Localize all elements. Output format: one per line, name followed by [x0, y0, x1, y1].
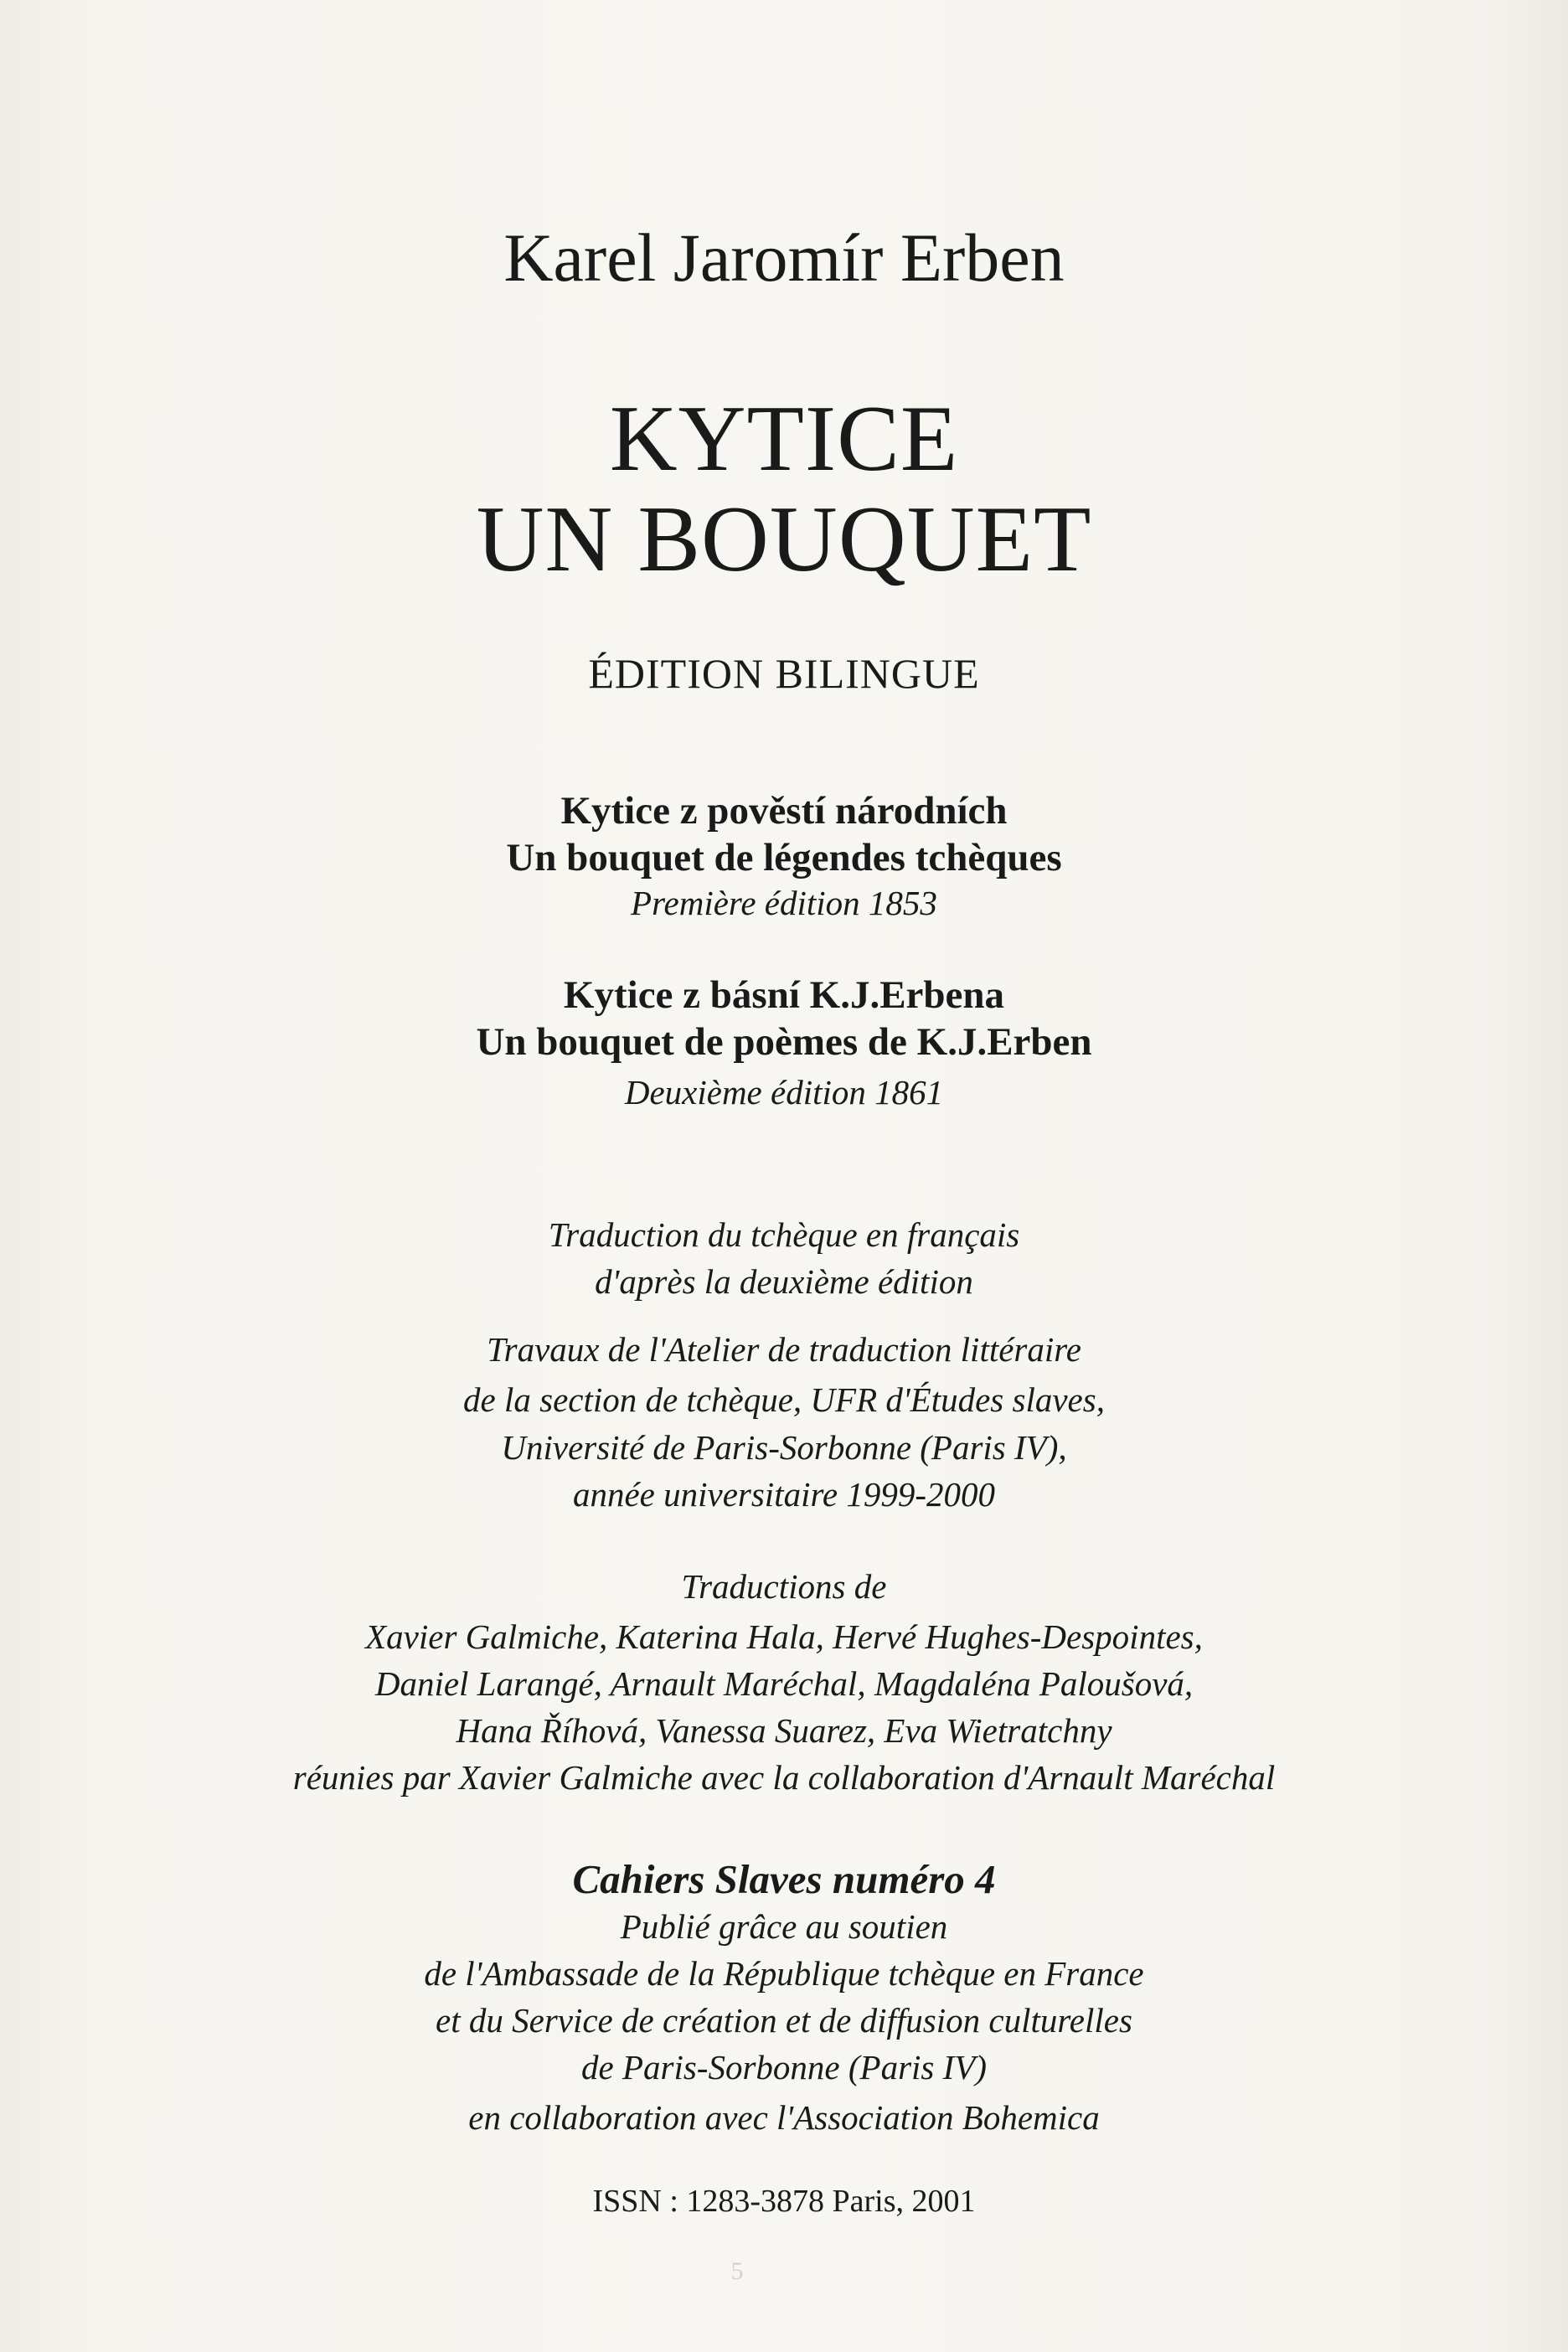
translators-heading: Traductions de: [681, 1567, 887, 1606]
publication-line: et du Service de création et de diffusion culturelles: [436, 2001, 1132, 2040]
publication-line: Publié grâce au soutien: [620, 1907, 948, 1946]
series-title: Cahiers Slaves numéro 4: [572, 1856, 996, 1902]
author-name: Karel Jaromír Erben: [503, 219, 1065, 296]
title-czech: KYTICE: [609, 387, 959, 491]
edition-label: ÉDITION BILINGUE: [588, 650, 980, 697]
translation-note-line: d'après la deuxième édition: [595, 1262, 973, 1301]
translation-note-line: Traduction du tchèque en français: [548, 1215, 1020, 1254]
translators-line: Hana Říhová, Vanessa Suarez, Eva Wietratchny: [456, 1711, 1112, 1750]
publication-line: de l'Ambassade de la République tchèque en France: [424, 1954, 1144, 1993]
first-edition-date: Première édition 1853: [631, 884, 937, 922]
publication-line: de Paris-Sorbonne (Paris IV): [581, 2048, 987, 2086]
first-edition-french-title: Un bouquet de légendes tchèques: [506, 836, 1062, 879]
second-edition-czech-title: Kytice z básní K.J.Erbena: [563, 973, 1005, 1017]
translators-line: Daniel Larangé, Arnault Maréchal, Magdaléna Paloušová,: [374, 1664, 1194, 1703]
issn-line: ISSN : 1283-3878 Paris, 2001: [592, 2184, 976, 2219]
publication-line: en collaboration avec l'Association Bohemica: [468, 2098, 1100, 2137]
translation-note-line: de la section de tchèque, UFR d'Études slaves,: [463, 1380, 1105, 1419]
second-edition-french-title: Un bouquet de poèmes de K.J.Erben: [476, 1020, 1092, 1064]
title-french: UN BOUQUET: [476, 487, 1092, 591]
translation-note-line: Université de Paris-Sorbonne (Paris IV),: [501, 1428, 1067, 1467]
translation-note-line: Travaux de l'Atelier de traduction littéraire: [487, 1330, 1081, 1369]
first-edition-czech-title: Kytice z pověstí národních: [560, 789, 1008, 833]
translation-note-line: année universitaire 1999-2000: [572, 1475, 996, 1514]
translators-compiler: réunies par Xavier Galmiche avec la collaboration d'Arnault Maréchal: [292, 1758, 1276, 1797]
translators-line: Xavier Galmiche, Katerina Hala, Hervé Hughes-Despointes,: [365, 1617, 1203, 1656]
page-number: 5: [730, 2257, 744, 2285]
second-edition-date: Deuxième édition 1861: [624, 1073, 944, 1112]
